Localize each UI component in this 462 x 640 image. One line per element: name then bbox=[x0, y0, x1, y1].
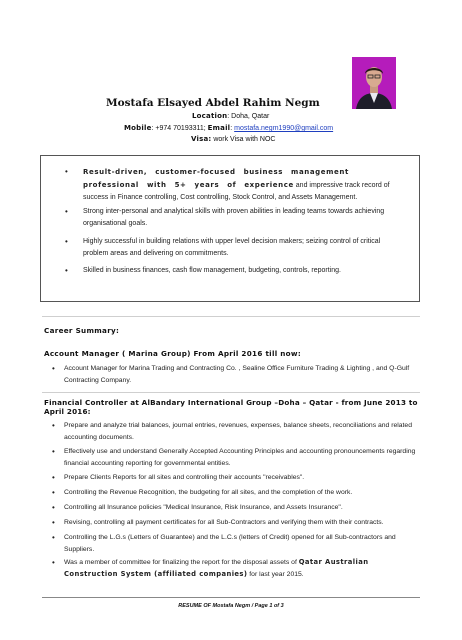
summary-item: • Strong inter-personal and analytical skills with proven abilities in leading teams towards achieving organisational goals. bbox=[83, 206, 407, 230]
divider bbox=[42, 392, 420, 393]
job2-title: Financial Controller at AlBandary International Group –Doha – Qatar - from June 2013 to April 2016: bbox=[44, 398, 418, 416]
job1-item: • Account Manager for Marina Trading and Contracting Co. , Sealine Office Furniture Trading & Lighting , and Q-Gulf Contracting Company. bbox=[64, 363, 420, 386]
email-link[interactable]: mostafa.negm1990@gmail.com bbox=[234, 125, 334, 132]
location-label: Location bbox=[192, 112, 228, 120]
job2-item: • Prepare and analyze trial balances, journal entries, revenues, expenses, balance sheets, reconciliations and related accounting documents. bbox=[64, 420, 420, 443]
candidate-name: Mostafa Elsayed Abdel Rahim Negm bbox=[106, 97, 320, 109]
summary-item: • Result-driven, customer-focused business management professional with 5+ years of experience and impressive track record of success in Finance controlling, Cost controlling, Stock Control, and Assets Management. bbox=[83, 166, 407, 204]
mobile-email-line: Mobile: +974 70193311; Email: mostafa.negm1990@gmail.com bbox=[124, 124, 334, 132]
job2-item: • Revising, controlling all payment certificates for all Sub-Contractors and verifying them with their contracts. bbox=[64, 517, 420, 529]
divider bbox=[42, 316, 420, 317]
mobile-label: Mobile bbox=[124, 124, 152, 132]
summary-item: • Highly successful in building relations with upper level decision makers; seizing control of critical problem areas and delivering on commitments. bbox=[83, 236, 407, 260]
job2-item: • Controlling the L.G.s (Letters of Guarantee) and the L.C.s (letters of Credit) opened for all Sub-contractors and Suppliers. bbox=[64, 532, 420, 555]
location-value: : Doha, Qatar bbox=[227, 113, 270, 120]
profile-summary-box bbox=[40, 155, 420, 302]
job1-title: Account Manager ( Marina Group) From April 2016 till now: bbox=[44, 349, 302, 358]
mobile-value: : +974 70193311; bbox=[151, 125, 208, 132]
visa-label: Visa: bbox=[191, 135, 212, 143]
job2-item: • Was a member of committee for finalizing the report for the disposal assets of Qatar Australian Construction System (affiliated companies) for last year 2015. bbox=[64, 557, 420, 580]
career-summary-heading: Career Summary: bbox=[44, 326, 120, 335]
job2-item: • Controlling all Insurance policies "Medical Insurance, Risk Insurance, and Assets Insurance". bbox=[64, 502, 420, 514]
job2-item: • Prepare Clients Reports for all sites and controlling their accounts "receivables". bbox=[64, 472, 420, 484]
footer-divider bbox=[42, 597, 420, 598]
email-label: Email bbox=[207, 124, 231, 132]
visa-line bbox=[191, 135, 275, 143]
job2-item: • Controlling the Revenue Recognition, the budgeting for all sites, and the completion of the work. bbox=[64, 487, 420, 499]
profile-photo bbox=[352, 57, 396, 109]
job2-item: • Effectively use and understand Generally Accepted Accounting Principles and accounting pronouncements regarding financial accounting reporting for governmental entities. bbox=[64, 446, 420, 469]
summary-item: • Skilled in business finances, cash flow management, budgeting, controls, reporting. bbox=[83, 265, 407, 277]
location-line bbox=[192, 112, 269, 120]
page-footer: RESUME OF Mostafa Negm / Page 1 of 3 bbox=[178, 603, 284, 609]
visa-value: work Visa with NOC bbox=[211, 136, 276, 143]
